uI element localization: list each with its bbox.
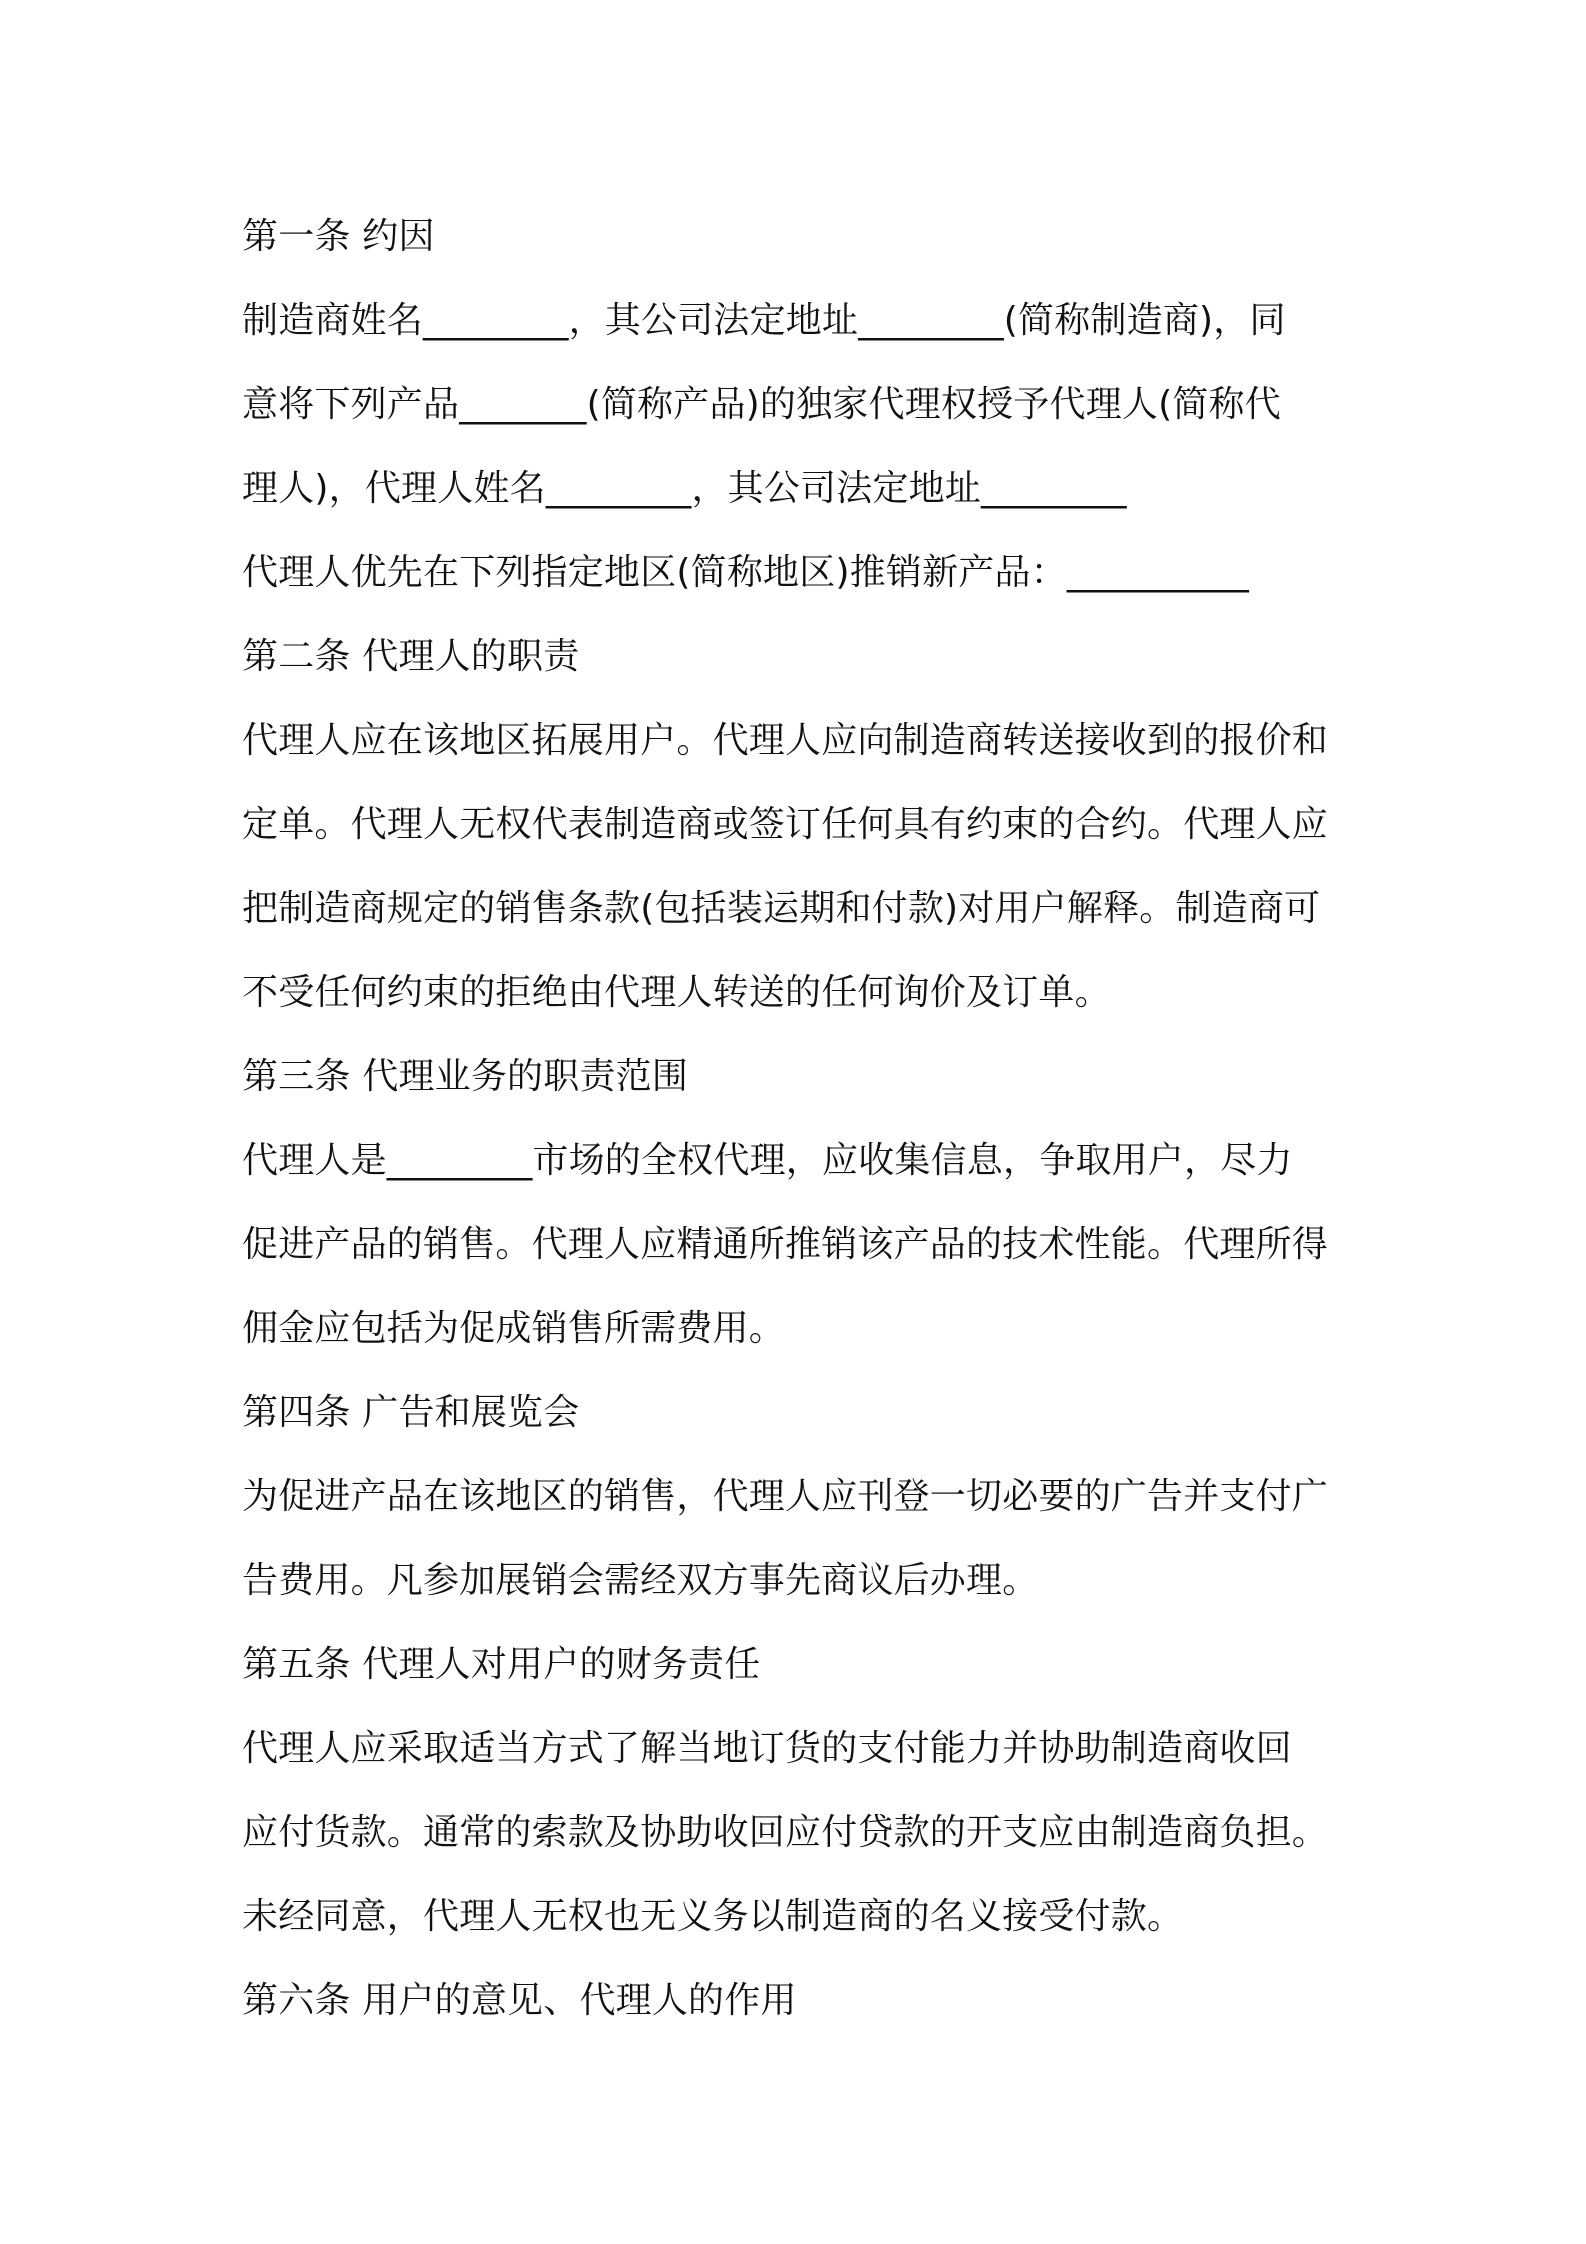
article-3-heading: 第三条 代理业务的职责范围 xyxy=(242,1056,689,1097)
article-2-heading: 第二条 代理人的职责 xyxy=(242,636,580,677)
paragraph-line: 意将下列产品_______(简称产品)的独家代理权授予代理人(简称代 xyxy=(242,384,1281,425)
paragraph-line: 代理人应采取适当方式了解当地订货的支付能力并协助制造商收回 xyxy=(242,1728,1292,1769)
paragraph-line: 佣金应包括为促成销售所需费用。 xyxy=(242,1308,786,1349)
paragraph-line: 不受任何约束的拒绝由代理人转送的任何询价及订单。 xyxy=(242,972,1111,1013)
paragraph-line: 促进产品的销售。代理人应精通所推销该产品的技术性能。代理所得 xyxy=(242,1224,1329,1265)
article-5-heading: 第五条 代理人对用户的财务责任 xyxy=(242,1644,761,1685)
paragraph-line: 为促进产品在该地区的销售，代理人应刊登一切必要的广告并支付广 xyxy=(242,1476,1329,1517)
paragraph-line: 应付货款。通常的索款及协助收回应付贷款的开支应由制造商负担。 xyxy=(242,1812,1329,1853)
article-6-heading: 第六条 用户的意见、代理人的作用 xyxy=(242,1980,797,2021)
paragraph-line: 告费用。凡参加展销会需经双方事先商议后办理。 xyxy=(242,1560,1039,1601)
paragraph-line: 未经同意，代理人无权也无义务以制造商的名义接受付款。 xyxy=(242,1896,1184,1937)
paragraph-line: 制造商姓名________，其公司法定地址________(简称制造商)，同 xyxy=(242,300,1286,341)
paragraph-line: 代理人优先在下列指定地区(简称地区)推销新产品：__________ xyxy=(242,552,1249,593)
paragraph-line: 定单。代理人无权代表制造商或签订任何具有约束的合约。代理人应 xyxy=(242,804,1329,845)
paragraph-line: 把制造商规定的销售条款(包括装运期和付款)对用户解释。制造商可 xyxy=(242,888,1321,929)
paragraph-line: 代理人应在该地区拓展用户。代理人应向制造商转送接收到的报价和 xyxy=(242,720,1329,761)
paragraph-line: 理人)，代理人姓名________，其公司法定地址________ xyxy=(242,468,1127,509)
paragraph-line: 代理人是________市场的全权代理，应收集信息，争取用户，尽力 xyxy=(242,1140,1293,1181)
article-4-heading: 第四条 广告和展览会 xyxy=(242,1392,580,1433)
article-1-heading: 第一条 约因 xyxy=(242,216,435,257)
contract-text xyxy=(242,195,1362,2043)
